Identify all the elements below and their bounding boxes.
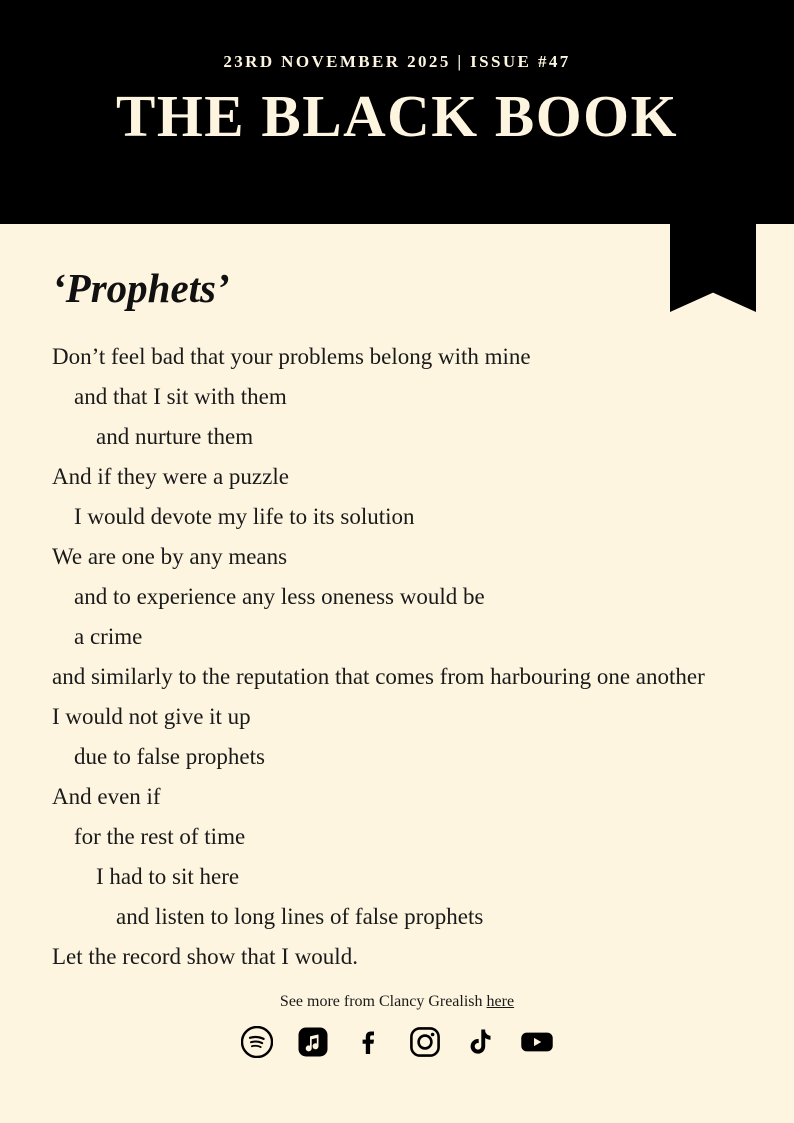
poem-line: and listen to long lines of false prophets (116, 904, 484, 930)
see-more-link[interactable]: here (486, 993, 515, 1011)
masthead (0, 0, 794, 224)
see-more-label: See more from Clancy Grealish (279, 993, 487, 1011)
poem-line: a crime (74, 624, 143, 650)
poem-line: for the rest of time (74, 824, 246, 850)
poem-line: And if they were a puzzle (52, 464, 289, 490)
instagram-icon[interactable] (408, 1025, 442, 1059)
bottom-spacer (52, 1059, 742, 1089)
poem-line: due to false prophets (74, 744, 265, 770)
article-body (0, 224, 794, 1089)
poem-line: and to experience any less oneness would be (74, 584, 485, 610)
poem-line: and nurture them (96, 424, 254, 450)
tiktok-icon[interactable] (464, 1025, 498, 1059)
poem-line: I would devote my life to its solution (74, 504, 415, 530)
poem-line: I had to sit here (96, 864, 240, 890)
issue-line: 23RD NOVEMBER 2025 | ISSUE #47 (223, 52, 571, 71)
poem-line: and similarly to the reputation that comes from harbouring one another (52, 664, 705, 690)
poem-line: I would not give it up (52, 704, 251, 730)
spotify-icon[interactable] (240, 1025, 274, 1059)
facebook-icon[interactable] (352, 1025, 386, 1059)
poem-title: ‘Prophets’ (52, 265, 230, 311)
poem-text (52, 337, 742, 977)
poem-line: And even if (52, 784, 161, 810)
poem-line: and that I sit with them (74, 384, 287, 410)
publication-title: THE BLACK BOOK (116, 83, 678, 150)
social-links (52, 1025, 742, 1059)
see-more-text (52, 993, 742, 1011)
poem-line: Don’t feel bad that your problems belong with mine (52, 344, 531, 370)
youtube-icon[interactable] (520, 1025, 554, 1059)
poem-line: We are one by any means (52, 544, 288, 570)
footer (52, 993, 742, 1059)
apple-music-icon[interactable] (296, 1025, 330, 1059)
poem-line: Let the record show that I would. (52, 944, 358, 970)
